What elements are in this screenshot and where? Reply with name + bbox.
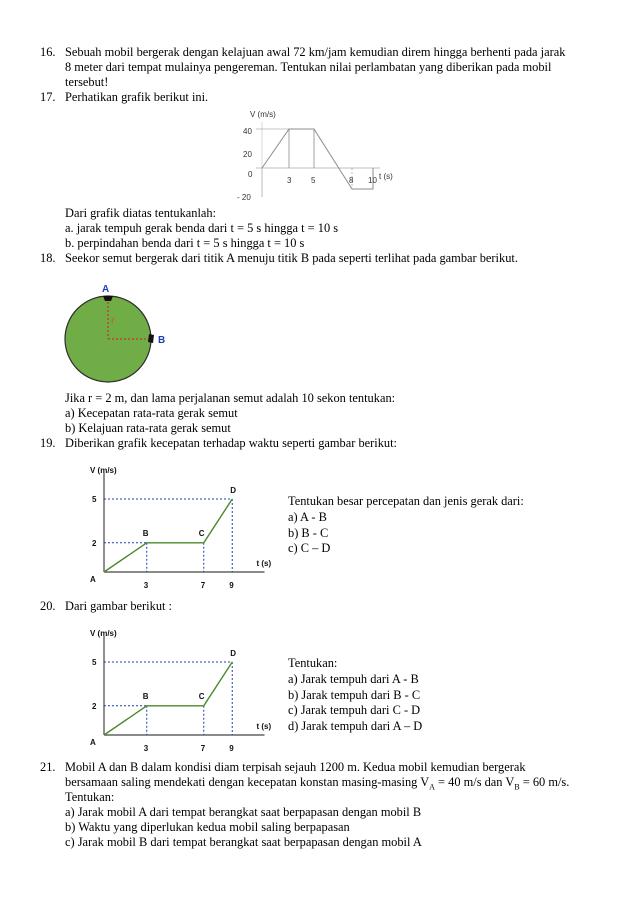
q20-point-D: D — [230, 649, 237, 658]
q18-label-r: r — [111, 315, 115, 325]
q19-point-B: B — [142, 528, 149, 538]
q20-xlabel: t (s) — [256, 722, 272, 731]
q19-point-D: D — [230, 486, 237, 495]
q17-ytick-20: 20 — [243, 150, 252, 159]
q19-xtick-7: 7 — [200, 581, 206, 590]
q20-point-C: C — [198, 691, 205, 701]
q16-line-2: 8 meter dari tempat mulainya pengereman. Tentukan nilai perlambatan yang diberikan pada mobil — [65, 60, 552, 74]
q20-xtick-9: 9 — [229, 744, 234, 753]
q19-ytick-2: 2 — [92, 538, 97, 548]
q19-side-title: Tentukan besar percepatan dan jenis gerak dari: — [288, 494, 524, 508]
q20-side-panel — [288, 656, 422, 735]
q18-number: 18. — [40, 251, 56, 265]
q21-item-c: c) Jarak mobil B dari tempat berangkat saat berpapasan dengan mobil A — [65, 835, 422, 849]
q17-item-b: b. perpindahan benda dari t = 5 s hingga t = 10 s — [65, 236, 305, 250]
q20-ytick-5: 5 — [92, 658, 97, 667]
q21-sub-a: A — [429, 782, 435, 792]
q21-item-a: a) Jarak mobil A dari tempat berangkat saat berpapasan dengan mobil B — [65, 805, 422, 819]
q19-point-C: C — [198, 528, 205, 538]
q21-sub-b: B — [514, 782, 520, 792]
q17-ytick-neg20: - 20 — [237, 193, 251, 202]
q20-point-A: A — [90, 738, 96, 747]
q17-xtick-3: 3 — [287, 176, 292, 185]
q17-intro: Perhatikan grafik berikut ini. — [65, 90, 209, 104]
q18-label-a: A — [102, 284, 110, 295]
q18-item-a: a) Kecepatan rata-rata gerak semut — [65, 406, 238, 420]
q19-xlabel: t (s) — [256, 559, 272, 568]
q17-ylabel: V (m/s) — [250, 110, 276, 119]
q17-xlabel: t (s) — [379, 172, 393, 181]
q18-circle-figure — [60, 280, 180, 390]
q21-line-2-prefix: bersamaan saling mendekati dengan kecepatan konstan masing-masing V — [65, 775, 430, 789]
q17-xtick-10: 10 — [368, 176, 377, 185]
q18-ant-b-icon — [148, 334, 154, 343]
q20-ylabel: V (m/s) — [90, 629, 117, 638]
q20-side-title: Tentukan: — [288, 656, 338, 670]
q20-ytick-2: 2 — [92, 701, 97, 711]
q21-item-b: b) Waktu yang diperlukan kedua mobil saling berpapasan — [65, 820, 350, 834]
q21-line-2-suffix: = 60 m/s. — [519, 775, 570, 789]
q17-velocity-line — [262, 129, 373, 189]
q20-intro: Dari gambar berikut : — [65, 599, 173, 613]
q19-vt-chart — [84, 463, 294, 590]
q19-item-a: a) A - B — [288, 509, 327, 524]
q16-line-3: tersebut! — [65, 75, 109, 89]
q21-line-2 — [65, 775, 569, 794]
q20-item-c: c) Jarak tempuh dari C - D — [288, 703, 421, 718]
q20-item-b: b) Jarak tempuh dari B - C — [288, 687, 421, 702]
q18-intro: Seekor semut bergerak dari titik A menuju titik B pada seperti terlihat pada gambar berikut. — [65, 251, 518, 265]
q17-number: 17. — [40, 90, 56, 104]
q19-number: 19. — [40, 436, 56, 450]
q19-xtick-3: 3 — [143, 581, 149, 590]
q19-item-b: b) B - C — [288, 525, 329, 540]
q19-point-A: A — [90, 575, 96, 584]
q17-xtick-5: 5 — [311, 176, 316, 185]
q17-sub-intro: Dari grafik diatas tentukanlah: — [65, 206, 217, 220]
q17-ytick-0: 0 — [248, 170, 253, 179]
q20-point-B: B — [142, 691, 149, 701]
q21-sub-intro: Tentukan: — [65, 790, 115, 804]
q19-item-c: c) C – D — [288, 541, 331, 556]
q19-ylabel: V (m/s) — [90, 466, 117, 475]
q21-line-2-mid: = 40 m/s dan V — [434, 775, 515, 789]
q17-xtick-8: 8 — [349, 176, 354, 185]
q20-vt-chart — [84, 626, 294, 753]
q18-given: Jika r = 2 m, dan lama perjalanan semut adalah 10 sekon tentukan: — [65, 391, 396, 405]
q16-line-1: Sebuah mobil bergerak dengan kelajuan awal 72 km/jam kemudian direm hingga berhenti pada jarak — [65, 45, 566, 59]
q19-velocity-line — [104, 499, 232, 572]
q17-item-a: a. jarak tempuh gerak benda dari t = 5 s hingga t = 10 s — [65, 221, 339, 235]
q18-label-b: B — [158, 335, 166, 346]
q20-item-d: d) Jarak tempuh dari A – D — [288, 719, 423, 734]
q21-number: 21. — [40, 760, 56, 774]
q19-side-panel — [288, 494, 524, 557]
q17-ytick-40: 40 — [243, 127, 252, 136]
q20-xtick-3: 3 — [143, 744, 149, 753]
q20-xtick-7: 7 — [200, 744, 206, 753]
q18-item-b: b) Kelajuan rata-rata gerak semut — [65, 421, 231, 435]
q16-number: 16. — [40, 45, 56, 59]
q17-vt-chart — [230, 104, 410, 204]
q20-velocity-line — [104, 662, 232, 735]
q19-xtick-9: 9 — [229, 581, 234, 590]
q21-line-1: Mobil A dan B dalam kondisi diam terpisah sejauh 1200 m. Kedua mobil kemudian bergerak — [65, 760, 526, 774]
q19-intro: Diberikan grafik kecepatan terhadap waktu seperti gambar berikut: — [65, 436, 397, 450]
q20-number: 20. — [40, 599, 56, 613]
q20-item-a: a) Jarak tempuh dari A - B — [288, 671, 419, 686]
q19-ytick-5: 5 — [92, 495, 97, 504]
